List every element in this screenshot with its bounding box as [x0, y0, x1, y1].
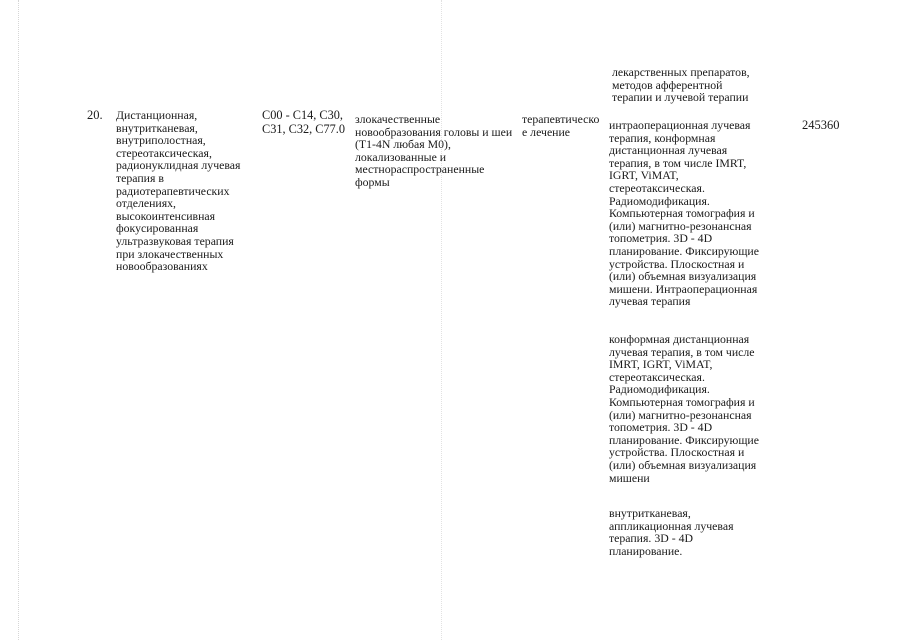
icd-codes-cell: C00 - C14, C30, C31, C32, C77.0	[262, 108, 346, 136]
scan-fold-line	[441, 0, 442, 640]
patient-model-cell: злокачественные новообразования головы и шеи (T1-4N любая M0), локализованные и местнораспространенные формы	[355, 112, 513, 189]
row-number: 20.	[87, 108, 103, 122]
treatment-method-1: интраоперационная лучевая терапия, конформная дистанционная лучевая терапия, в том числе IMRT, IGRT, ViMAT, стереотаксическая. Радиомодификация. Компьютерная томография и (или) магнитно-резонансная топометрия. 3D - 4D планирование. Фиксирующие устройства. Плоскостная и (или) объемная визуализация мишени. Интраоперационная лучевая терапия	[609, 118, 759, 309]
treatment-method-3: внутритканевая, аппликационная лучевая терапия. 3D - 4D планирование.	[609, 506, 734, 558]
treatment-method-2: конформная дистанционная лучевая терапия, в том числе IMRT, IGRT, ViMAT, стереотаксическая. Радиомодификация. Компьютерная томография и (или) магнитно-резонансная топометрия. 3D - 4D планирование. Фиксирующие устройства. Плоскостная и (или) объемная визуализация мишени	[609, 332, 759, 485]
cost-cell: 245360	[802, 118, 840, 132]
method-name-cell: Дистанционная, внутритканевая, внутриполостная, стереотаксическая, радионуклидная лучевая терапия в радиотерапевтических отделениях, высокоинтенсивная фокусированная ультразвуковая терапия при злокачественных новообразованиях	[116, 108, 241, 274]
continuation-text: лекарственных препаратов, методов афферентной терапии и лучевой терапии	[612, 65, 750, 105]
treatment-type-cell: терапевтическо е лечение	[522, 112, 600, 139]
scan-left-edge	[18, 0, 19, 640]
